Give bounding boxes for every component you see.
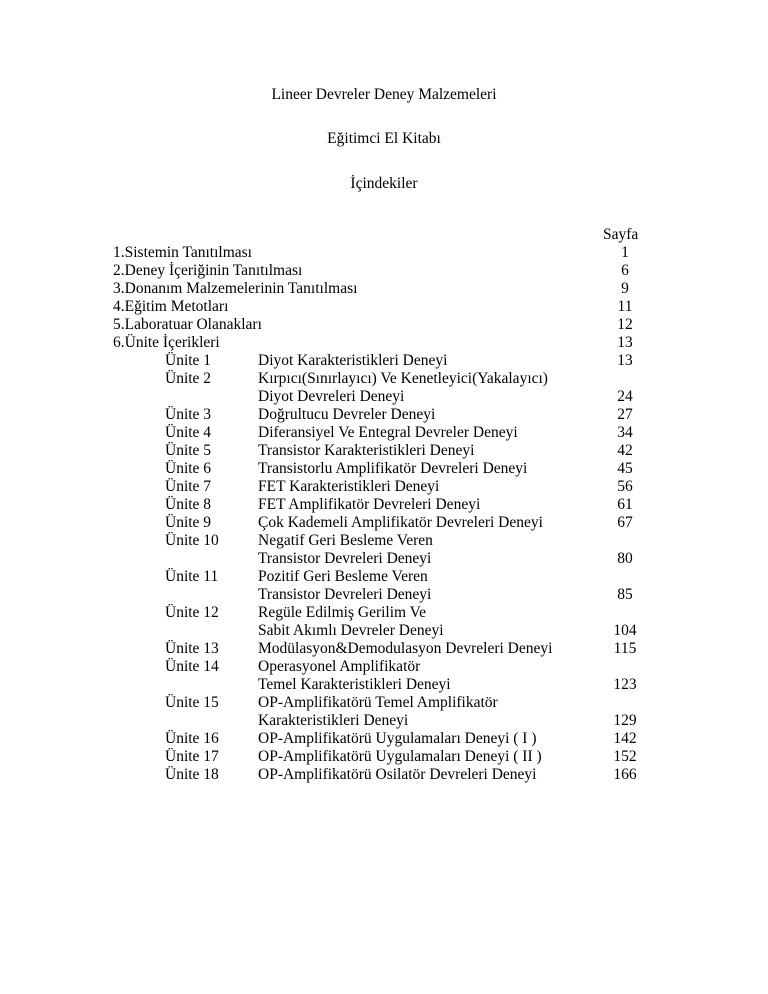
toc-unit-title: Pozitif Geri Besleme Veren [258, 568, 428, 585]
toc-page-number: 11 [617, 298, 633, 315]
toc-unit-title: Doğrultucu Devreler Deneyi [258, 406, 436, 423]
page-column-header: Sayfa [603, 226, 639, 243]
toc-unit-label: Ünite 18 [165, 766, 219, 783]
toc-unit-label: Ünite 1 [165, 352, 212, 369]
toc-page-number: 34 [617, 424, 633, 441]
toc-unit-label: Ünite 6 [165, 460, 212, 477]
toc-unit-title: Temel Karakteristikleri Deneyi [258, 676, 451, 693]
contents-heading: İçindekiler [350, 175, 418, 192]
toc-page-number: 104 [613, 622, 637, 639]
toc-unit-title: Sabit Akımlı Devreler Deneyi [258, 622, 444, 639]
toc-page-number: 6 [621, 262, 629, 279]
toc-section-title: 2.Deney İçeriğinin Tanıtılması [113, 262, 303, 279]
document-subtitle: Eğitimci El Kitabı [327, 130, 441, 147]
toc-page-number: 152 [613, 748, 637, 765]
toc-unit-title: Operasyonel Amplifikatör [258, 658, 421, 675]
toc-unit-title: Transistor Devreleri Deneyi [258, 586, 432, 603]
toc-page-number: 9 [621, 280, 629, 297]
toc-unit-title: Diyot Karakteristikleri Deneyi [258, 352, 448, 369]
toc-unit-title: Karakteristikleri Deneyi [258, 712, 409, 729]
toc-unit-title: OP-Amplifikatörü Uygulamaları Deneyi ( I ) [258, 730, 537, 747]
toc-page-number: 85 [617, 586, 633, 603]
toc-unit-label: Ünite 4 [165, 424, 212, 441]
toc-page-number: 1 [621, 244, 629, 261]
toc-unit-title: Transistor Karakteristikleri Deneyi [258, 442, 475, 459]
toc-page-number: 123 [613, 676, 637, 693]
toc-page-number: 80 [617, 550, 633, 567]
toc-unit-label: Ünite 5 [165, 442, 212, 459]
document-title: Lineer Devreler Deney Malzemeleri [271, 86, 497, 103]
toc-page-number: 67 [617, 514, 633, 531]
toc-page-number: 56 [617, 478, 633, 495]
toc-section-title: 1.Sistemin Tanıtılması [113, 244, 252, 261]
toc-page-number: 12 [617, 316, 633, 333]
toc-unit-label: Ünite 17 [165, 748, 219, 765]
toc-unit-title: OP-Amplifikatörü Uygulamaları Deneyi ( II ) [258, 748, 542, 765]
toc-unit-label: Ünite 14 [165, 658, 219, 675]
toc-section-title: 3.Donanım Malzemelerinin Tanıtılması [113, 280, 358, 297]
toc-unit-title: FET Karakteristikleri Deneyi [258, 478, 440, 495]
toc-page-number: 115 [613, 640, 637, 657]
toc-unit-title: Negatif Geri Besleme Veren [258, 532, 433, 549]
toc-page-number: 13 [617, 352, 633, 369]
toc-unit-label: Ünite 10 [165, 532, 219, 549]
toc-page-number: 166 [613, 766, 637, 783]
toc-unit-label: Ünite 2 [165, 370, 212, 387]
toc-unit-label: Ünite 15 [165, 694, 219, 711]
toc-unit-title: Diferansiyel Ve Entegral Devreler Deneyi [258, 424, 518, 441]
toc-section-title: 5.Laboratuar Olanakları [113, 316, 262, 333]
toc-page-number: 42 [617, 442, 633, 459]
toc-unit-title: OP-Amplifikatörü Temel Amplifikatör [258, 694, 498, 711]
toc-unit-title: Çok Kademeli Amplifikatör Devreleri Deneyi [258, 514, 543, 531]
toc-unit-title: Regüle Edilmiş Gerilim Ve [258, 604, 427, 621]
toc-unit-label: Ünite 9 [165, 514, 212, 531]
toc-unit-label: Ünite 7 [165, 478, 212, 495]
toc-page-number: 45 [617, 460, 633, 477]
toc-unit-title: Transistorlu Amplifikatör Devreleri Deneyi [258, 460, 528, 477]
toc-unit-label: Ünite 3 [165, 406, 212, 423]
toc-page-number: 61 [617, 496, 633, 513]
toc-unit-title: Diyot Devreleri Deneyi [258, 388, 405, 405]
toc-unit-label: Ünite 13 [165, 640, 219, 657]
toc-unit-title: OP-Amplifikatörü Osilatör Devreleri Deneyi [258, 766, 537, 783]
toc-section-title: 6.Ünite İçerikleri [113, 334, 220, 351]
toc-unit-title: Transistor Devreleri Deneyi [258, 550, 432, 567]
toc-unit-label: Ünite 12 [165, 604, 219, 621]
toc-unit-label: Ünite 16 [165, 730, 219, 747]
toc-unit-label: Ünite 8 [165, 496, 212, 513]
toc-page-number: 27 [617, 406, 633, 423]
toc-page-number: 13 [617, 334, 633, 351]
toc-page-number: 129 [613, 712, 637, 729]
toc-unit-label: Ünite 11 [165, 568, 219, 585]
toc-unit-title: Modülasyon&Demodulasyon Devreleri Deneyi [258, 640, 553, 657]
toc-page-number: 142 [613, 730, 637, 747]
toc-page-number: 24 [617, 388, 633, 405]
toc-unit-title: Kırpıcı(Sınırlayıcı) Ve Kenetleyici(Yakalayıcı) [258, 370, 548, 387]
toc-section-title: 4.Eğitim Metotları [113, 298, 229, 315]
toc-unit-title: FET Amplifikatör Devreleri Deneyi [258, 496, 481, 513]
